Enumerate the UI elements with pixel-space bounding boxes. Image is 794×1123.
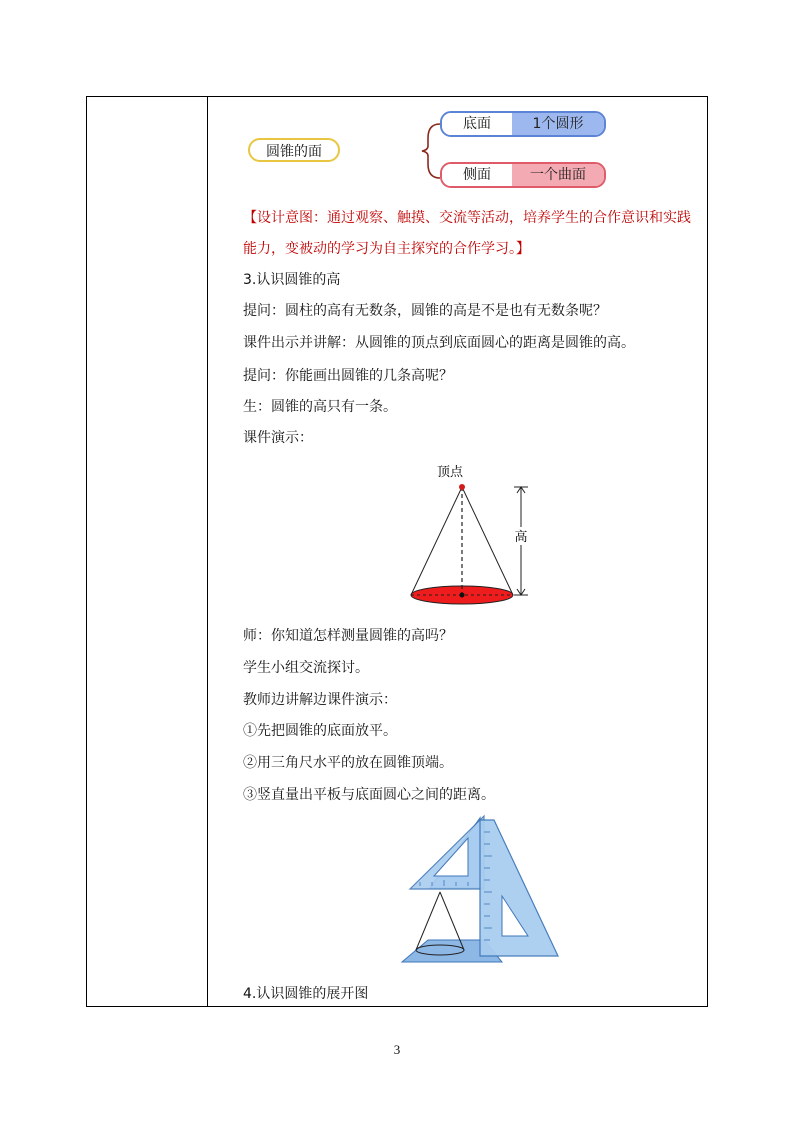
table-column-divider	[207, 97, 208, 1006]
mind-map-center: 圆锥的面	[248, 138, 340, 162]
branch-base-label: 底面	[442, 113, 512, 135]
paragraph: 教师边讲解边课件演示：	[243, 692, 397, 708]
paragraph: 提问：圆柱的高有无数条，圆锥的高是不是也有无数条呢？	[243, 303, 607, 319]
mind-map-connector	[0, 0, 794, 200]
cone-height-figure	[400, 460, 540, 610]
apex-label: 顶点	[436, 464, 464, 479]
branch-base-value: 1个圆形	[512, 113, 604, 135]
branch-side-value: 一个曲面	[512, 164, 604, 186]
step-3: ③竖直量出平板与底面圆心之间的距离。	[243, 787, 495, 803]
paragraph: 学生小组交流探讨。	[243, 660, 369, 676]
design-intent-line2: 能力，变被动的学习为自主探究的合作学习。】	[243, 241, 530, 257]
design-intent-line1: 【设计意图：通过观察、触摸、交流等活动，培养学生的合作意识和实践	[243, 210, 691, 226]
paragraph: 课件出示并讲解：从圆锥的顶点到底面圆心的距离是圆锥的高。	[243, 335, 635, 351]
paragraph: 师：你知道怎样测量圆锥的高吗？	[243, 628, 453, 644]
height-label: 高	[514, 529, 528, 544]
paragraph: 提问：你能画出圆锥的几条高呢？	[243, 368, 453, 384]
page-number: 3	[393, 1042, 401, 1057]
step-1: ①先把圆锥的底面放平。	[243, 723, 397, 739]
section-4-heading: 4.认识圆锥的展开图	[243, 986, 369, 1002]
branch-side-label: 侧面	[442, 164, 512, 186]
apex-point	[459, 484, 465, 490]
mind-map-branch-base	[440, 111, 606, 137]
section-3-heading: 3.认识圆锥的高	[243, 272, 341, 288]
set-square-measurement-figure	[380, 812, 570, 972]
paragraph: 课件演示：	[243, 430, 313, 446]
step-2: ②用三角尺水平的放在圆锥顶端。	[243, 755, 453, 771]
paragraph: 生：圆锥的高只有一条。	[243, 399, 397, 415]
mind-map-branch-side	[440, 162, 606, 188]
